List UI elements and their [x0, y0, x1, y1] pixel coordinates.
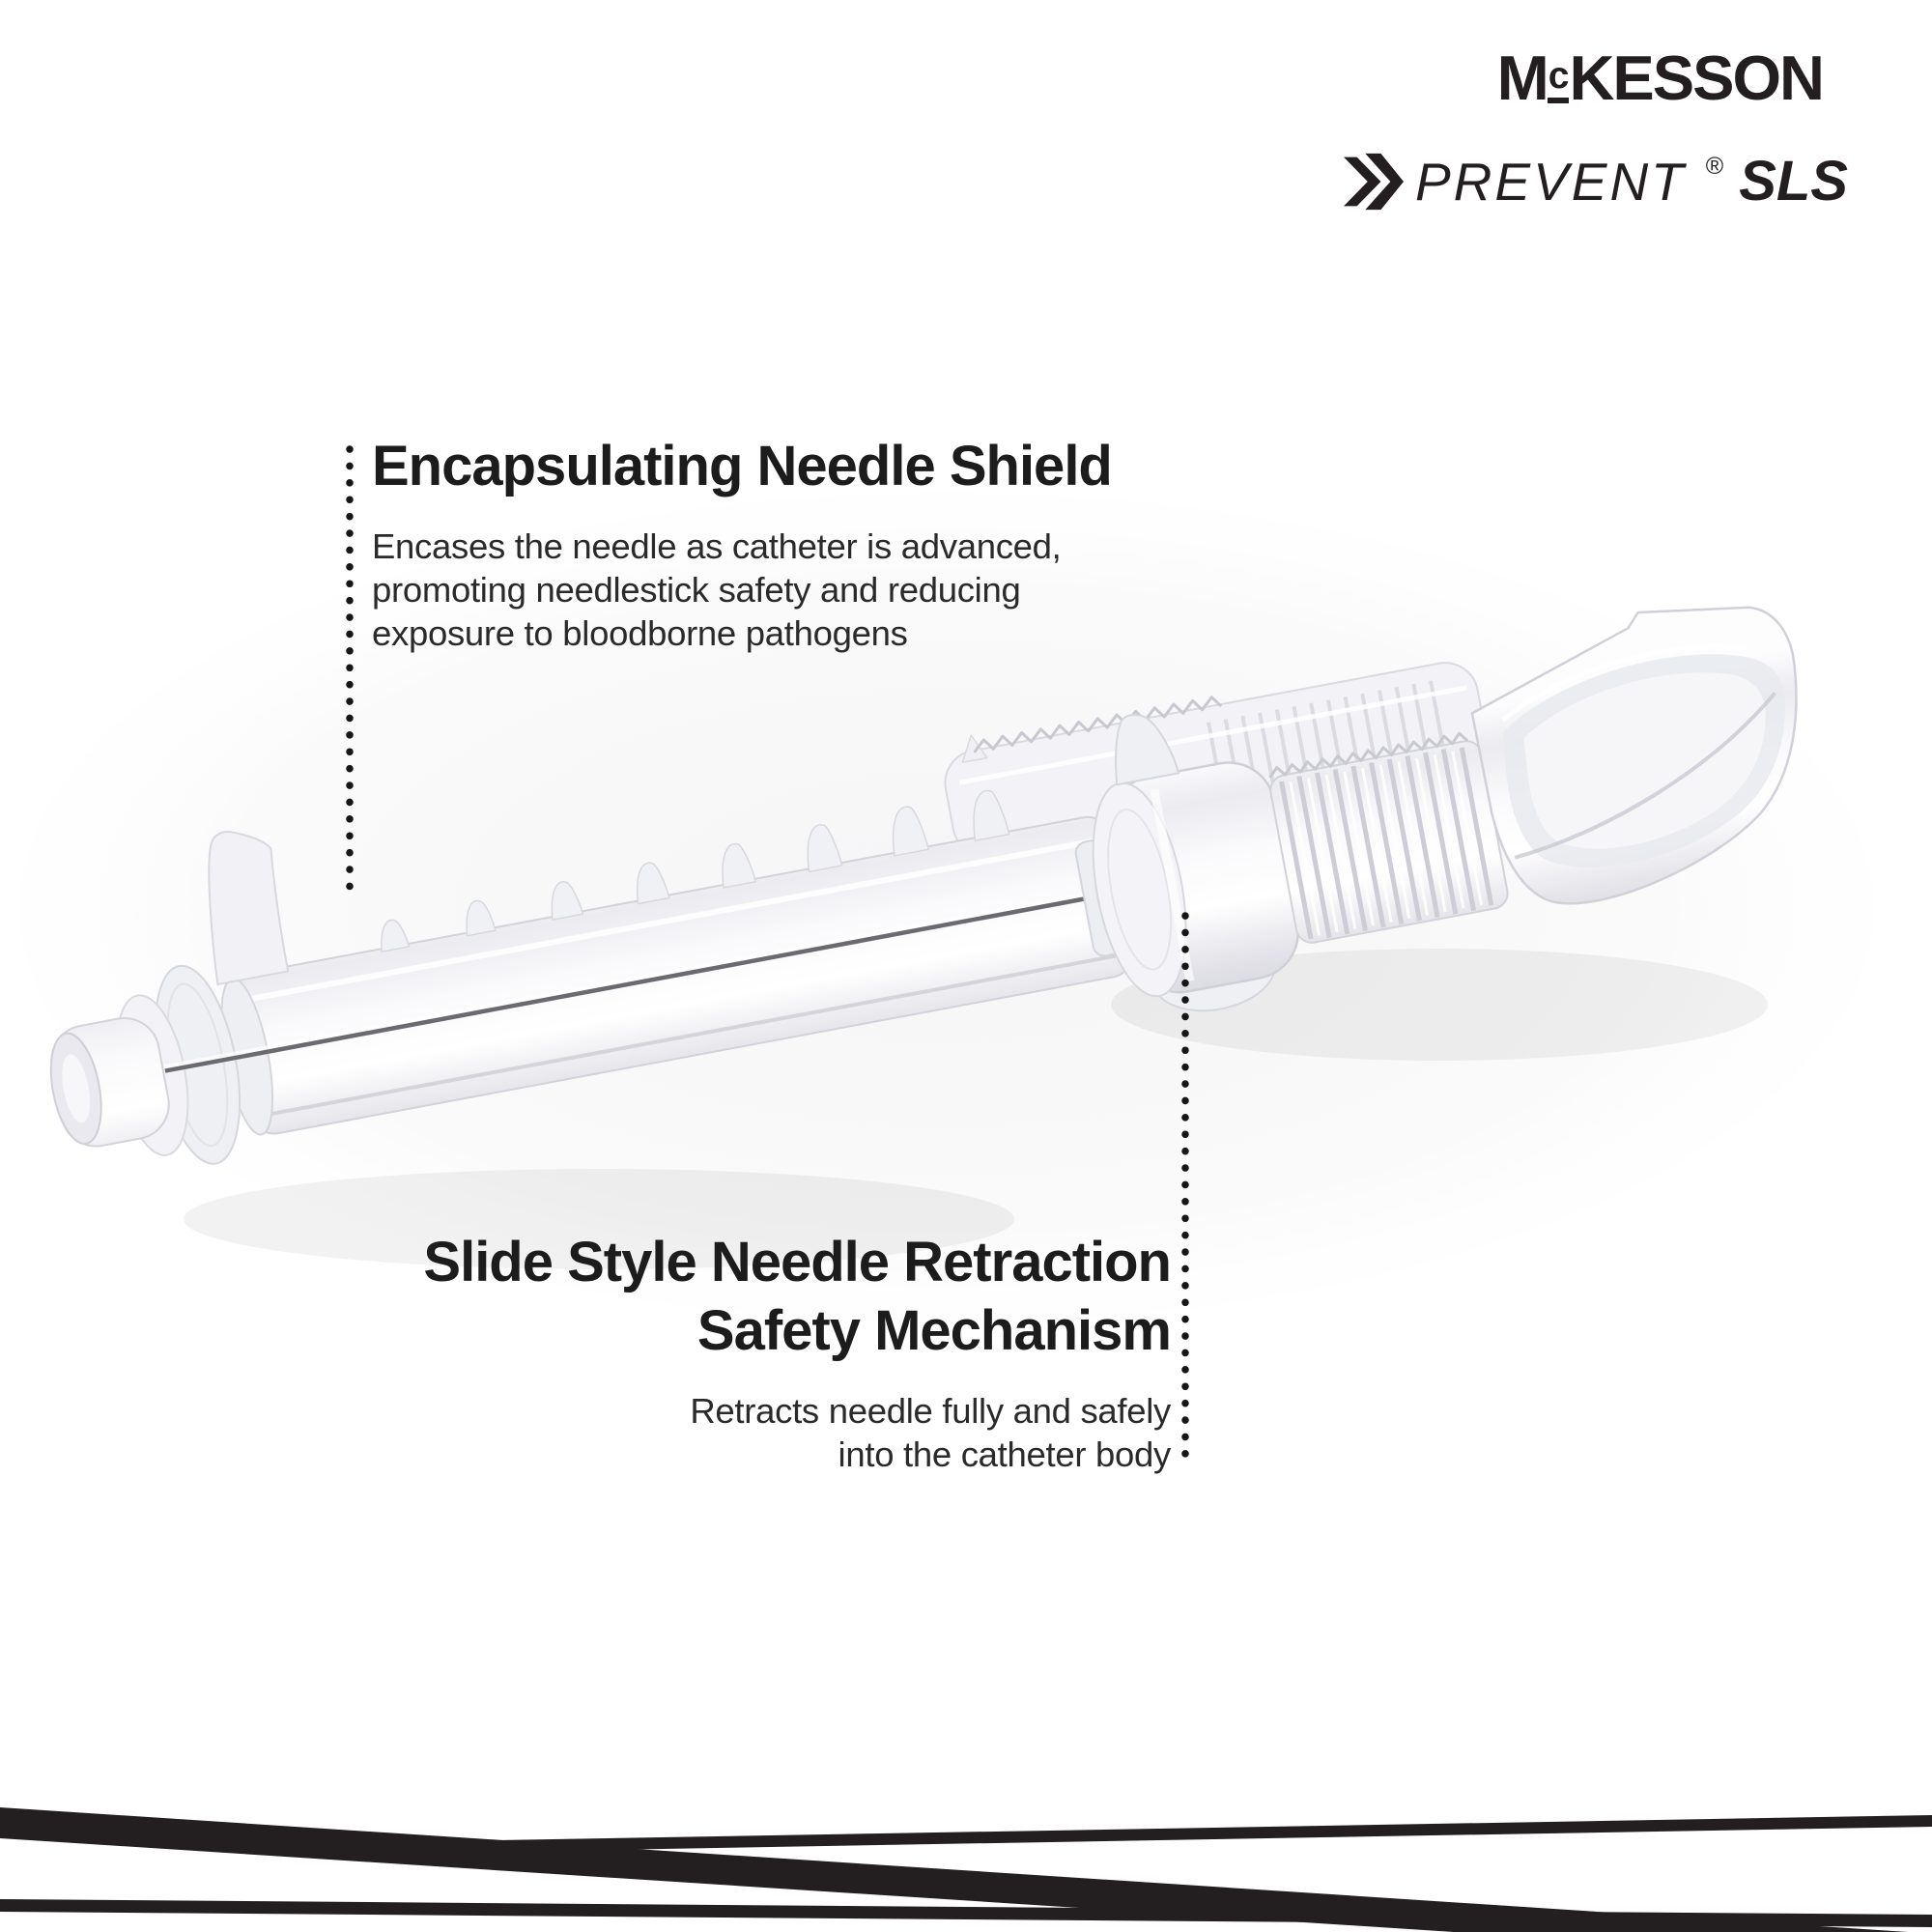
needle-shield-title: Encapsulating Needle Shield	[372, 435, 1112, 497]
description-line: exposure to bloodborne pathogens	[372, 612, 908, 653]
prevent-label: PREVENT	[1414, 151, 1687, 212]
stripe-thin-upper	[440, 1815, 1932, 1853]
wordmark-m: M	[1496, 43, 1548, 113]
wordmark-c: c	[1548, 55, 1570, 103]
registered-trademark: ®	[1705, 152, 1727, 180]
sls-label: SLS	[1739, 150, 1848, 213]
description-line: into the catheter body	[838, 1434, 1171, 1474]
retraction-title-line: Slide Style Needle Retraction	[423, 1231, 1171, 1293]
wordmark-rest: KESSON	[1569, 43, 1823, 113]
retraction-title-line: Safety Mechanism	[696, 1298, 1171, 1362]
description-line: promoting needlestick safety and reducing	[372, 569, 1021, 610]
description-line: Retracts needle fully and safely	[690, 1390, 1171, 1431]
description-line: Encases the needle as catheter is advanced,	[372, 526, 1062, 566]
